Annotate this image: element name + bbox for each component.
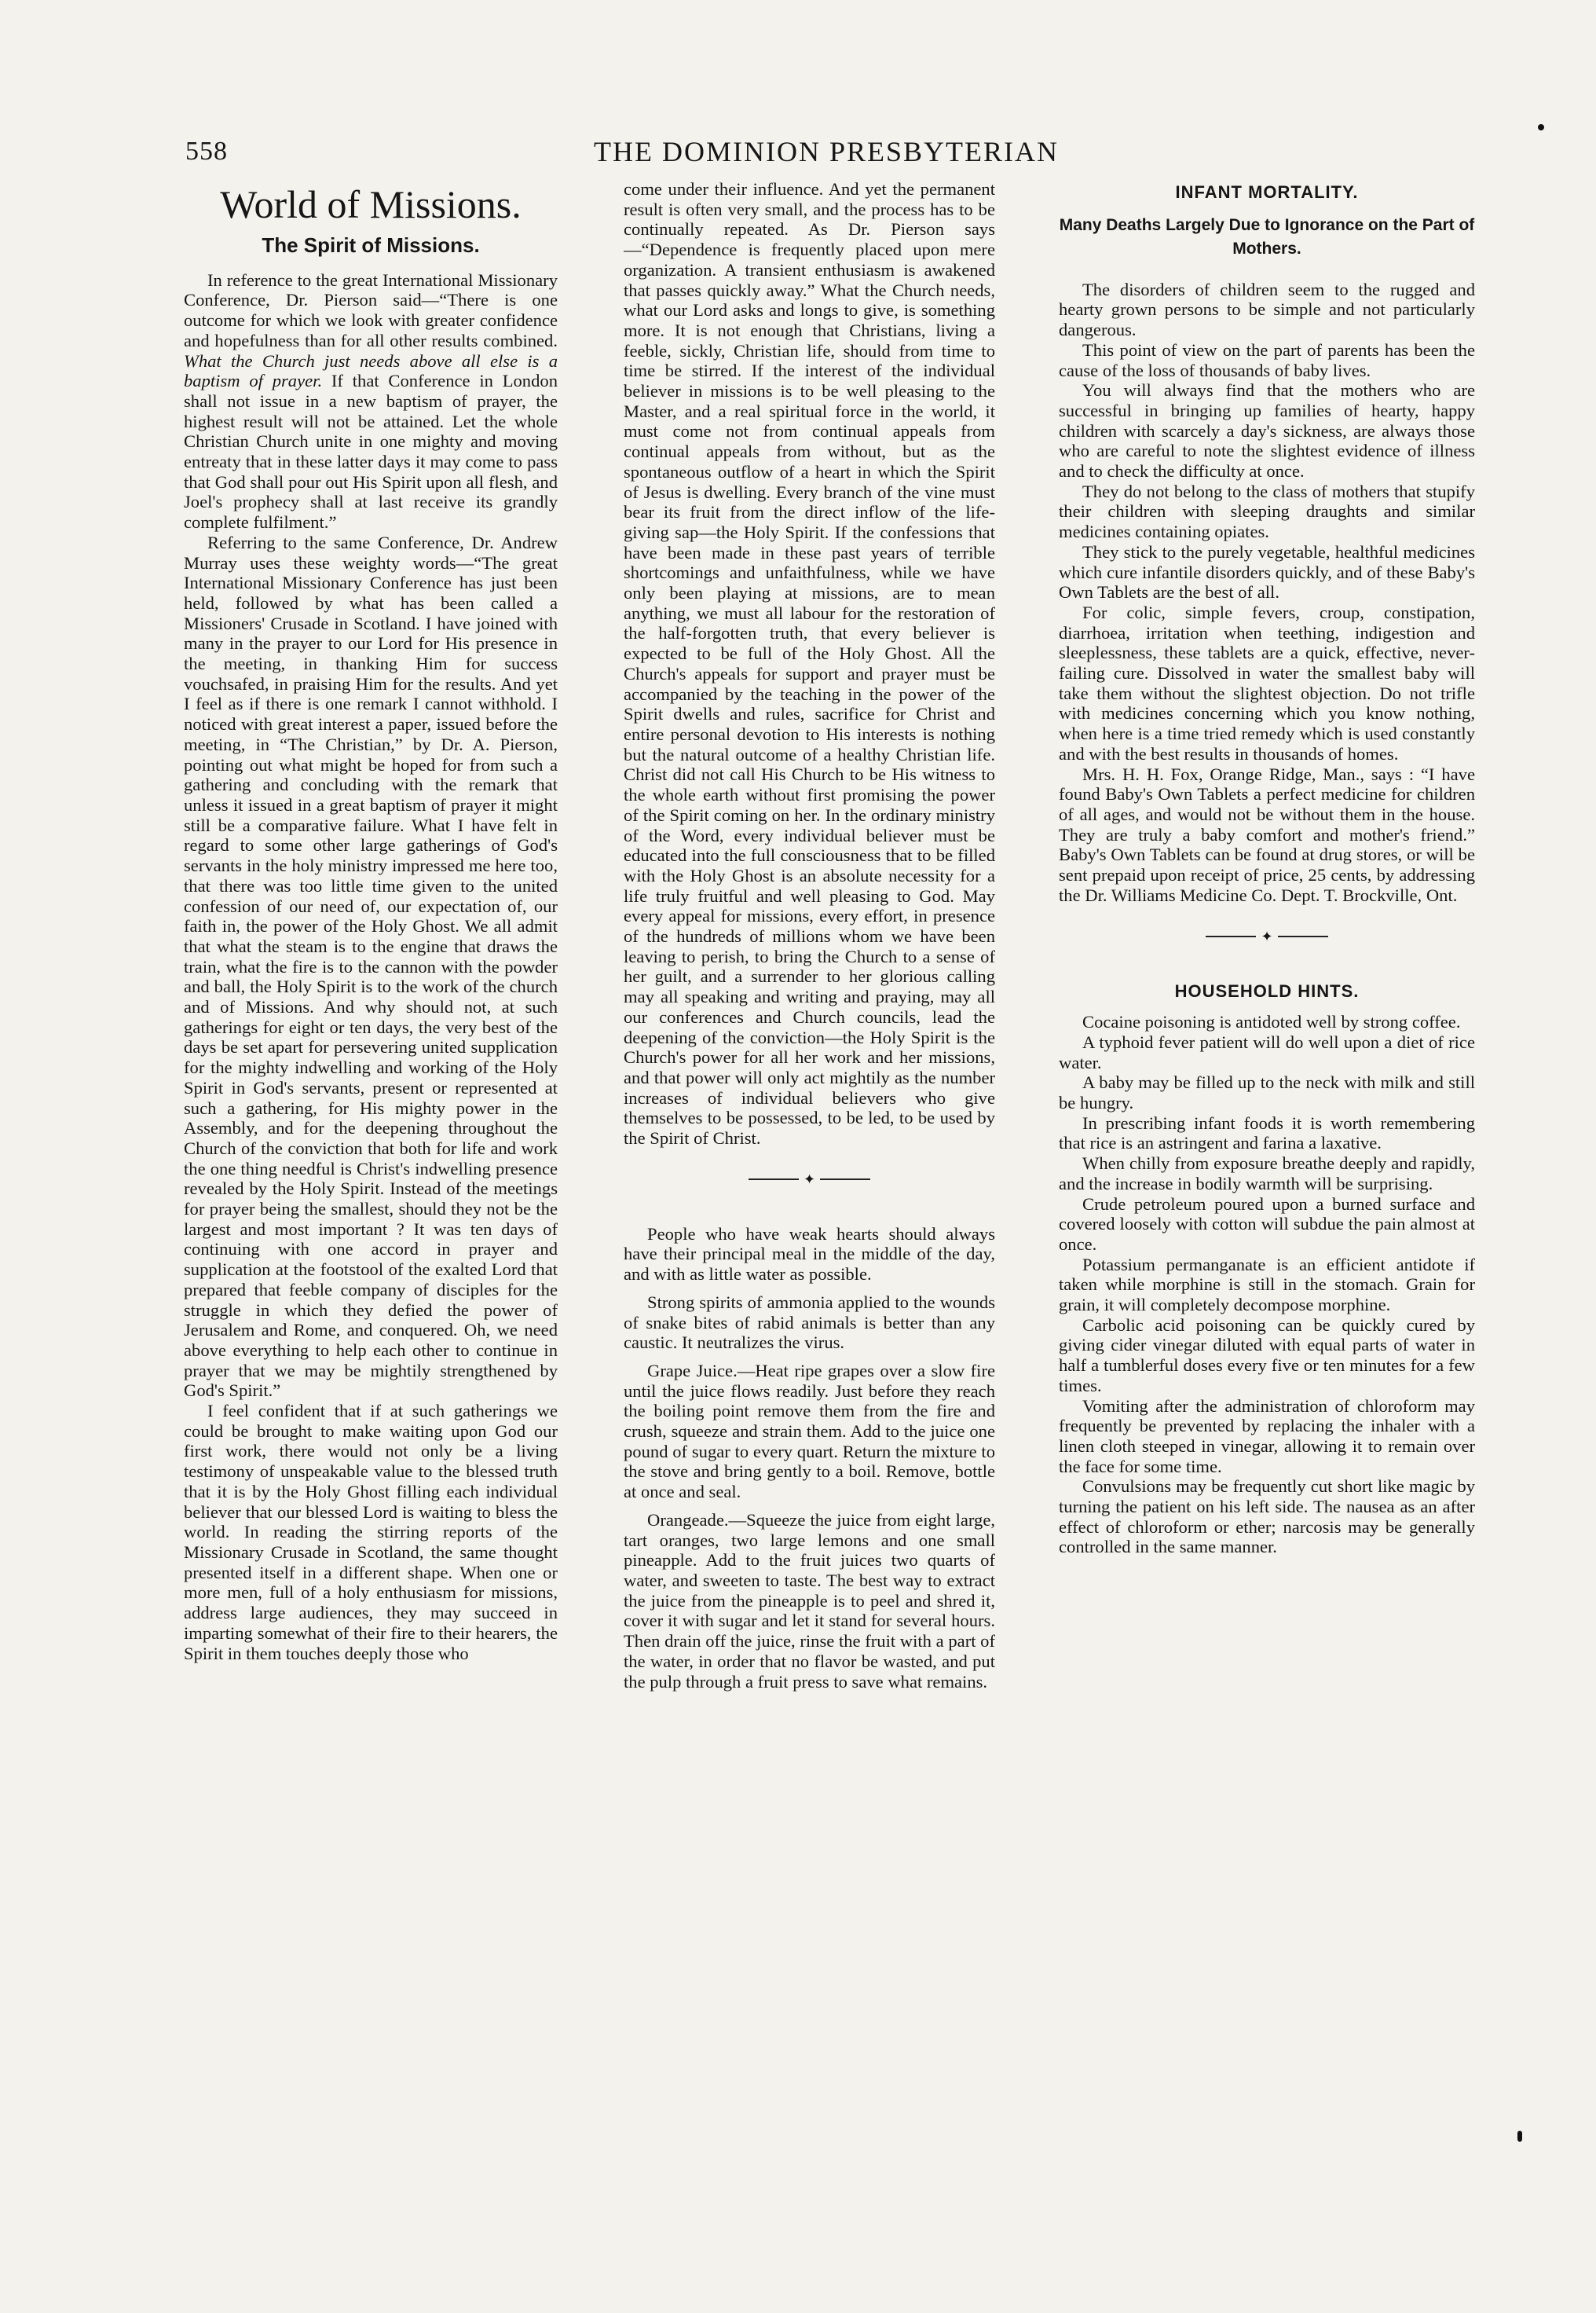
hint-paragraph: Vomiting after the administration of chloroform may frequently be prevented by replacing the inhaler with a linen cloth steeped in vinegar, allowing it to remain over the face for some time.	[1059, 1395, 1475, 1476]
recipe-paragraph: Orangeade.—Squeeze the juice from eight large, tart oranges, two large lemons and one small pineapple. Add to the fruit juices two quarts of water, and sweeten to taste. The best way to extract the juice from the pineapple is to peel and shred it, cover it with sugar and let it stand for several hours. Then drain off the juice, rinse the fruit with a part of the water, in order that no flavor be wasted, and put the pulp through a fruit press to save what remains.	[624, 1509, 995, 1692]
recipe-paragraph: Grape Juice.—Heat ripe grapes over a slow fire until the juice flows readily. Just before they reach the boiling point remove them from the fire and crush, squeeze and strain them. Add to the juice one pound of sugar to every quart. Return the mixture to the stove and bring gently to a boil. Remove, bottle at once and seal.	[624, 1360, 995, 1502]
margin-speck-icon	[1517, 2131, 1522, 2142]
article-paragraph: I feel confident that if at such gatherings we could be brought to make waiting upon God our first work, there would not only be a living testimony of unspeakable value to the blessed truth that it is by the Holy Ghost filling each individual believer that our blessed Lord is waiting to bless the world. In reading the stirring reports of the Missionary Crusade in Scotland, the same thought presented itself in a different shape. When one or more men, full of a holy enthusiasm for missions, address large audiences, they may succeed in imparting somewhat of their fire to their hearers, the Spirit in them touches deeply those who	[184, 1401, 558, 1663]
divider-rule	[1206, 936, 1256, 937]
hint-paragraph: A baby may be filled up to the neck with milk and still be hungry.	[1059, 1072, 1475, 1113]
article-paragraph: This point of view on the part of parents has been the cause of the loss of thousands of baby lives.	[1059, 339, 1475, 380]
divider-ornament-icon: ✦	[803, 1171, 816, 1187]
section-divider	[1059, 929, 1475, 944]
divider-rule	[820, 1178, 870, 1180]
journal-title: THE DOMINION PRESBYTERIAN	[594, 136, 1059, 167]
section-divider	[624, 1172, 995, 1186]
running-head	[185, 132, 1489, 171]
hint-paragraph: Potassium permanganate is an efficient antidote if taken while morphine is still in the stomach. Grain for grain, it will completely decompose morphine.	[1059, 1254, 1475, 1315]
hint-paragraph: When chilly from exposure breathe deeply and rapidly, and the increase in bodily warmth will be surprising.	[1059, 1153, 1475, 1193]
page-number: 558	[185, 137, 228, 166]
divider-rule	[1278, 936, 1328, 937]
article-paragraph: They do not belong to the class of mothers that stupify their children with sleeping draughts and similar medicines containing opiates.	[1059, 481, 1475, 542]
tip-paragraph: People who have weak hearts should always have their principal meal in the middle of the day, and with as little water as possible.	[624, 1223, 995, 1285]
section-subtitle: Many Deaths Largely Due to Ignorance on the Part of Mothers.	[1059, 215, 1475, 258]
article-paragraph: come under their influence. And yet the permanent result is often very small, and the process has to be continually repeated. As Dr. Pierson says—“Dependence is frequently placed upon mere organization. A transient enthusiasm is awakened that passes quickly away.” What the Church needs, what our Lord asks and longs to give, is something more. It is not enough that Christians, living a feeble, sickly, Christian life, should from time to time be stirred. If the interest of the individual believer in missions is to be well pleasing to the Master, and a real spiritual force in the world, it must come not from continual appeals from continual appeals from without, but as the spontaneous outflow of a heart in which the Spirit of Jesus is dwelling. Every branch of the vine must bear its fruit from the direct inflow of the life-giving sap—the Holy Spirit. If the confessions that have been made in these past years of terrible shortcomings and unfaithfulness, while we have only been playing at missions, are to mean anything, we must all labour for the restoration of the half-forgotten truth, that every believer is expected to be full of the Holy Ghost. All the Church's appeals for support and prayer must be accompanied by the teaching in the power of the Spirit dwells and rules, sacrifice for Christ and entire personal devotion to His interests is nothing but the natural outcome of a healthy Christian life. Christ did not call His Church to be His witness to the whole earth without first promising the power of the Spirit coming on her. In the ordinary ministry of the Word, every individual believer must be educated into the full consciousness that to be filled with the Holy Ghost is an absolute necessity for a life truly fruitful and well pleasing to God. May every appeal for missions, every effort, in presence of the hundreds of millions whom we have been leaving to perish, to bring the Church to a sense of her guilt, and a surrender to her glorious calling may all speaking and writing and praying, may all our conferences and Church councils, lead the deepening of the conviction—the Holy Spirit is the Church's power for all her work and her missions, and that power will only act mightily as the number increases of individual believers who give themselves to be possessed, to be led, to be used by the Spirit of Christ.	[624, 179, 995, 1149]
column-left	[184, 179, 558, 2175]
column-middle	[624, 179, 995, 2175]
article-paragraph: Mrs. H. H. Fox, Orange Ridge, Man., says : “I have found Baby's Own Tablets a perfect medicine for children of all ages, and would not be without them in the house. They are truly a baby comfort and mother's friend.” Baby's Own Tablets can be found at drug stores, or will be sent prepaid upon receipt of price, 25 cents, by addressing the Dr. Williams Medicine Co. Dept. T. Brockville, Ont.	[1059, 764, 1475, 905]
divider-ornament-icon: ✦	[1261, 928, 1273, 944]
section-title-infant-mortality: INFANT MORTALITY.	[1175, 182, 1359, 202]
margin-speck-icon	[1538, 124, 1544, 130]
article-paragraph: For colic, simple fevers, croup, constipation, diarrhoea, irritation when teething, indigestion and sleeplessness, these tablets are a quick, effective, never-failing cure. Dissolved in water the smallest baby will take them without the slightest objection. Do not trifle with medicines concerning which you know nothing, when here is a time tried remedy which is used constantly and with the best results in thousands of homes.	[1059, 602, 1475, 764]
article-paragraph	[184, 270, 558, 533]
divider-rule	[749, 1178, 799, 1180]
hint-paragraph: Cocaine poisoning is antidoted well by strong coffee.	[1082, 1012, 1461, 1032]
paragraph-text: In reference to the great International Missionary Conference, Dr. Pierson said—“There is one outcome for which we look with greater confidence and hopefulness than for all other results combined.	[184, 269, 558, 350]
hint-paragraph: Carbolic acid poisoning can be quickly cured by giving cider vinegar diluted with equal parts of water in half a tumblerful doses every five or ten minutes for a few times.	[1059, 1314, 1475, 1395]
article-subtitle: The Spirit of Missions.	[262, 233, 480, 257]
hint-paragraph: Convulsions may be frequently cut short like magic by turning the patient on his left side. The nausea as an after effect of chloroform or ether; narcosis may be generally controlled in the same manner.	[1059, 1476, 1475, 1557]
hint-paragraph: In prescribing infant foods it is worth remembering that rice is an astringent and farina a laxative.	[1059, 1113, 1475, 1153]
article-paragraph: You will always find that the mothers who are successful in bringing up families of hearty, happy children with scarcely a day's sickness, are always those who are careful to note the slightest evidence of illness and to check the difficulty at once.	[1059, 380, 1475, 482]
article-paragraph: The disorders of children seem to the rugged and hearty grown persons to be simple and not particularly dangerous.	[1059, 279, 1475, 340]
hint-paragraph: A typhoid fever patient will do well upon a diet of rice water.	[1059, 1032, 1475, 1072]
tip-paragraph: Strong spirits of ammonia applied to the wounds of snake bites of rabid animals is better than any caustic. It neutralizes the virus.	[624, 1292, 995, 1353]
paragraph-text: If that Conference in London shall not issue in a new baptism of prayer, the highest result will not be attained. Let the whole Christian Church unite in one mighty and moving entreaty that in these latter days it may come to pass that God shall pour out His Spirit upon all flesh, and Joel's prophecy shall at last receive its grandly complete fulfilment.”	[184, 371, 558, 533]
section-title-household-hints: HOUSEHOLD HINTS.	[1174, 981, 1360, 1001]
article-paragraph: Referring to the same Conference, Dr. Andrew Murray uses these weighty words—“The great International Missionary Conference has just been held, followed by what has been called a Missioners' Crusade in Scotland. I have joined with many in the prayer to our Lord for His presence in the meeting, in thanking Him for success vouchsafed, in praising Him for the results. And yet I feel as if there is one remark I cannot withhold. I noticed with great interest a paper, issued before the meeting, in “The Christian,” by Dr. A. Pierson, pointing out what might be hoped for from such a gathering and concluding with the remark that unless it issued in a great baptism of prayer it might still be a comparative failure. What I have felt in regard to some other large gatherings of God's servants in the holy ministry impressed me here too, that there was too little time given to the united confession of our need of, our expectation of, our faith in, the power of the Holy Ghost. We all admit that what the steam is to the engine that draws the train, what the fire is to the cannon with the powder and ball, the Holy Spirit is to the work of the church and of Missions. And why should not, at such gatherings for eight or ten days, the very best of the days be set apart for persevering united supplication for the mighty indwelling and working of the Holy Spirit in God's servants, present or represented at such a gathering, for His mighty power in the Assembly, and for the deepening throughout the Church of the conviction that both for life and work the one thing needful is Christ's indwelling presence revealed by the Holy Spirit. Instead of the meetings for prayer being the smallest, should they not be the largest and most important ? It was ten days of continuing with one accord in prayer and supplication at the footstool of the exalted Lord that prepared that feeble company of disciples for the struggle in which they defied the power of Jerusalem and Rome, and conquered. Oh, we need above everything to help each other to continue in prayer that we may be mightily strengthened by God's Spirit.”	[184, 532, 558, 1401]
hint-paragraph: Crude petroleum poured upon a burned surface and covered loosely with cotton will subdue the pain almost at once.	[1059, 1193, 1475, 1254]
article-paragraph: They stick to the purely vegetable, healthful medicines which cure infantile disorders quickly, and of these Baby's Own Tablets are the best of all.	[1059, 541, 1475, 603]
column-right	[1059, 179, 1475, 2175]
article-title: World of Missions.	[220, 182, 522, 226]
italic-quote: What the Church just needs above all else is a baptism of prayer.	[184, 350, 558, 391]
